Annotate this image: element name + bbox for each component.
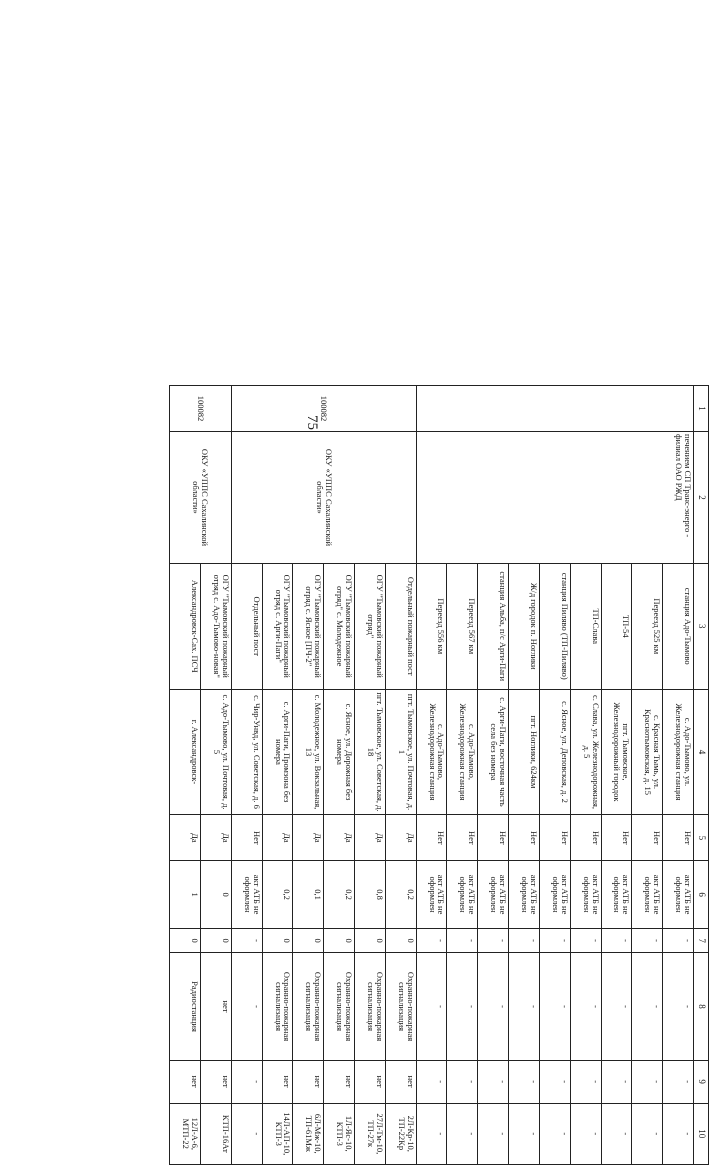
table-cell: печением СП Транс-энерго - филиал ОАО РЖД <box>416 432 693 564</box>
table-cell: - <box>601 1103 632 1164</box>
table-cell: с. Адо-Тымово, ул. Почтовая, д. 5 <box>201 689 232 815</box>
table-cell: ОГУ "Тымовский пожарный отряд" <box>355 563 386 689</box>
table-cell: - <box>478 1103 509 1164</box>
table-cell: Охранно-пожарная сигнализация <box>355 953 386 1060</box>
table-cell: Переезд 525 км <box>632 563 663 689</box>
table-cell: ОГУ "Тымовский пожарный отряд с. Арги-Паги" <box>262 563 293 689</box>
column-header: 9 <box>694 1060 709 1103</box>
table-cell: нет <box>262 1060 293 1103</box>
table-cell: - <box>539 928 570 953</box>
table-cell: 0,1 <box>293 861 324 928</box>
table-cell: - <box>570 1103 601 1164</box>
table-cell: - <box>632 1103 663 1164</box>
table-cell: Радиостанция <box>170 953 201 1060</box>
table-cell: станция Адо-Тымово <box>663 563 694 689</box>
column-header: 1 <box>694 386 709 432</box>
table-cell: - <box>416 953 447 1060</box>
table-cell: нет <box>324 1060 355 1103</box>
table-cell: - <box>478 1060 509 1103</box>
table-cell: акт АТБ не оформлен <box>231 861 262 928</box>
table-cell: - <box>601 928 632 953</box>
table-cell: Да <box>324 815 355 861</box>
table-cell: - <box>447 1060 478 1103</box>
table-cell: - <box>509 1060 540 1103</box>
table-row <box>385 386 416 1165</box>
table-cell: - <box>447 953 478 1060</box>
table-cell: 100082 <box>231 386 416 432</box>
table-cell: акт АТБ не оформлен <box>601 861 632 928</box>
table-cell: Нет <box>632 815 663 861</box>
table-cell: ОГУ "Тымовский пожарный отряд с. Адо-Тымово-новая" <box>201 563 232 689</box>
page-number: 75 <box>304 415 320 430</box>
table-cell: нет <box>201 953 232 1060</box>
table-cell: - <box>509 928 540 953</box>
table-cell: - <box>447 1103 478 1164</box>
table-cell: - <box>570 928 601 953</box>
table-row <box>663 386 694 1165</box>
table-cell: 0 <box>170 928 201 953</box>
table-cell: - <box>416 1060 447 1103</box>
table-cell: - <box>601 953 632 1060</box>
column-header: 8 <box>694 953 709 1060</box>
table-header-row <box>694 386 709 1165</box>
table-cell: с. Красная Тымь, ул. Краснотымовская, д. 15 <box>632 689 663 815</box>
column-header: 4 <box>694 689 709 815</box>
column-header: 5 <box>694 815 709 861</box>
table-cell: 6Л-Мж-10, ТП-61Мж <box>293 1103 324 1164</box>
table-cell: - <box>663 953 694 1060</box>
table-cell: 0 <box>324 928 355 953</box>
table-cell: с. Ясное, ул. Дорожная без номера <box>324 689 355 815</box>
column-header: 10 <box>694 1103 709 1164</box>
table-cell: Нет <box>447 815 478 861</box>
table-cell: - <box>632 1060 663 1103</box>
table-cell: нет <box>385 1060 416 1103</box>
table-cell: - <box>570 953 601 1060</box>
table-cell: станция Пиляво (ТП-Пиляво) <box>539 563 570 689</box>
table-cell: пгт. Ноглики, 624км <box>509 689 540 815</box>
column-header: 2 <box>694 432 709 564</box>
table-cell: 0 <box>201 861 232 928</box>
table-cell: акт АТБ не оформлен <box>570 861 601 928</box>
table-cell: нет <box>201 1060 232 1103</box>
table-cell: 1 <box>170 861 201 928</box>
table-cell: - <box>416 1103 447 1164</box>
register-table-body <box>170 386 709 1165</box>
table-cell: 12Л-А-6, МТП-22 <box>170 1103 201 1164</box>
table-cell: Охранно-пожарная сигнализация <box>324 953 355 1060</box>
table-cell: - <box>231 1060 262 1103</box>
table-cell: ОКУ «УППС Сахалинской области» <box>231 432 416 564</box>
table-cell: - <box>478 928 509 953</box>
table-cell: - <box>632 953 663 1060</box>
table-cell: 0 <box>355 928 386 953</box>
table-cell: Нет <box>570 815 601 861</box>
table-cell: - <box>663 928 694 953</box>
table-cell: нет <box>170 1060 201 1103</box>
table-cell: Нет <box>601 815 632 861</box>
table-cell: акт АТБ не оформлен <box>663 861 694 928</box>
table-cell: пгт. Тымовское, Железнодорожный городок <box>601 689 632 815</box>
column-header: 3 <box>694 563 709 689</box>
table-cell: Переезд 556 км <box>416 563 447 689</box>
table-cell: 0,2 <box>262 861 293 928</box>
table-cell: - <box>539 953 570 1060</box>
table-cell: пгт. Тымовское, ул. Почтовая, д. 1 <box>385 689 416 815</box>
register-table <box>169 385 709 1165</box>
table-cell: Нет <box>509 815 540 861</box>
table-cell: - <box>601 1060 632 1103</box>
table-cell: нет <box>293 1060 324 1103</box>
register-table-sheet <box>169 385 709 1165</box>
table-cell: акт АТБ не оформлен <box>416 861 447 928</box>
table-cell: Охранно-пожарная сигнализация <box>293 953 324 1060</box>
table-cell: ОГУ "Тымовский пожарный отряд с. Ясное [ПЧ-2" <box>293 563 324 689</box>
table-cell: - <box>447 928 478 953</box>
table-cell: с. Адо-Тымово, ул. Железнодорожная станция <box>663 689 694 815</box>
table-cell: 0 <box>201 928 232 953</box>
table-cell: ТП-54 <box>601 563 632 689</box>
table-cell: Охранно-пожарная сигнализация <box>262 953 293 1060</box>
table-cell: Отдельный пост <box>231 563 262 689</box>
table-cell: - <box>632 928 663 953</box>
table-cell: с. Арги-Паги, восточная часть села без номера <box>478 689 509 815</box>
table-cell: - <box>231 928 262 953</box>
table-cell: Переезд 567 км <box>447 563 478 689</box>
table-cell: акт АТБ не оформлен <box>447 861 478 928</box>
table-cell: Охранно-пожарная сигнализация <box>385 953 416 1060</box>
table-row <box>201 386 232 1165</box>
table-cell: Да <box>385 815 416 861</box>
table-cell: 27Л-Тм-10, ТП-27к <box>355 1103 386 1164</box>
table-cell: 0,8 <box>355 861 386 928</box>
column-header: 7 <box>694 928 709 953</box>
column-header: 6 <box>694 861 709 928</box>
table-cell: 14Л-АП-10, КТП-3 <box>262 1103 293 1164</box>
table-cell: - <box>509 1103 540 1164</box>
table-cell: с. Адо-Тымово, Железнодорожная станция <box>447 689 478 815</box>
table-cell: станция Альба, п/с Арги-Паги <box>478 563 509 689</box>
table-cell: Да <box>293 815 324 861</box>
table-cell: - <box>231 953 262 1060</box>
table-cell: ОГУ "Тымовский пожарный отряд" с. Молодежное <box>324 563 355 689</box>
table-cell: Да <box>201 815 232 861</box>
table-cell: ОКУ «УППС Сахалинской области» <box>170 432 232 564</box>
table-cell: Да <box>262 815 293 861</box>
table-cell: 0,2 <box>324 861 355 928</box>
table-cell: 0,2 <box>385 861 416 928</box>
table-cell: акт АТБ не оформлен <box>539 861 570 928</box>
table-cell: с. Арги-Паги, Промзона без номера <box>262 689 293 815</box>
table-cell: - <box>539 1060 570 1103</box>
table-cell: акт АТБ не оформлен <box>509 861 540 928</box>
table-cell: Нет <box>231 815 262 861</box>
table-cell: г. Александровск- <box>170 689 201 815</box>
table-cell: Александровск-Сах. ПСЧ <box>170 563 201 689</box>
table-cell: 0 <box>293 928 324 953</box>
table-cell: 1Л-Яс-10, КТП-3 <box>324 1103 355 1164</box>
table-cell: Ж/д городок п. Ноглики <box>509 563 540 689</box>
table-cell: 100082 <box>170 386 232 432</box>
table-cell: акт АТБ не оформлен <box>632 861 663 928</box>
table-cell: - <box>570 1060 601 1103</box>
table-cell: - <box>509 953 540 1060</box>
table-cell: с. Ясное, ул. Деповская, д. 2 <box>539 689 570 815</box>
table-cell: 0 <box>385 928 416 953</box>
table-cell: с. Чир-Унвд, ул. Советская, д. 6 <box>231 689 262 815</box>
table-cell: Нет <box>663 815 694 861</box>
table-cell: - <box>663 1103 694 1164</box>
table-cell: ТП-Слава <box>570 563 601 689</box>
table-cell <box>416 386 693 432</box>
table-cell: Да <box>355 815 386 861</box>
table-cell: Нет <box>478 815 509 861</box>
table-cell: КТП-16Ат <box>201 1103 232 1164</box>
table-cell: - <box>478 953 509 1060</box>
table-cell: пгт. Тымовское, ул. Советская, д. 18 <box>355 689 386 815</box>
table-cell: 0 <box>262 928 293 953</box>
table-cell: - <box>539 1103 570 1164</box>
table-cell: нет <box>355 1060 386 1103</box>
table-cell: Отдельный пожарный пост <box>385 563 416 689</box>
table-cell: с. Слава, ул. Железнодорожная, д. 5 <box>570 689 601 815</box>
table-cell: - <box>231 1103 262 1164</box>
table-cell: - <box>416 928 447 953</box>
table-cell: Нет <box>539 815 570 861</box>
table-cell: с. Адо-Тымово, Железнодорожная станция <box>416 689 447 815</box>
table-cell: Нет <box>416 815 447 861</box>
table-cell: - <box>663 1060 694 1103</box>
table-cell: 2Л-Кр-10, ТП-22Кр <box>385 1103 416 1164</box>
table-cell: Да <box>170 815 201 861</box>
table-cell: с. Молодежное, ул. Вокзальная, 13 <box>293 689 324 815</box>
table-cell: акт АТБ не оформлен <box>478 861 509 928</box>
